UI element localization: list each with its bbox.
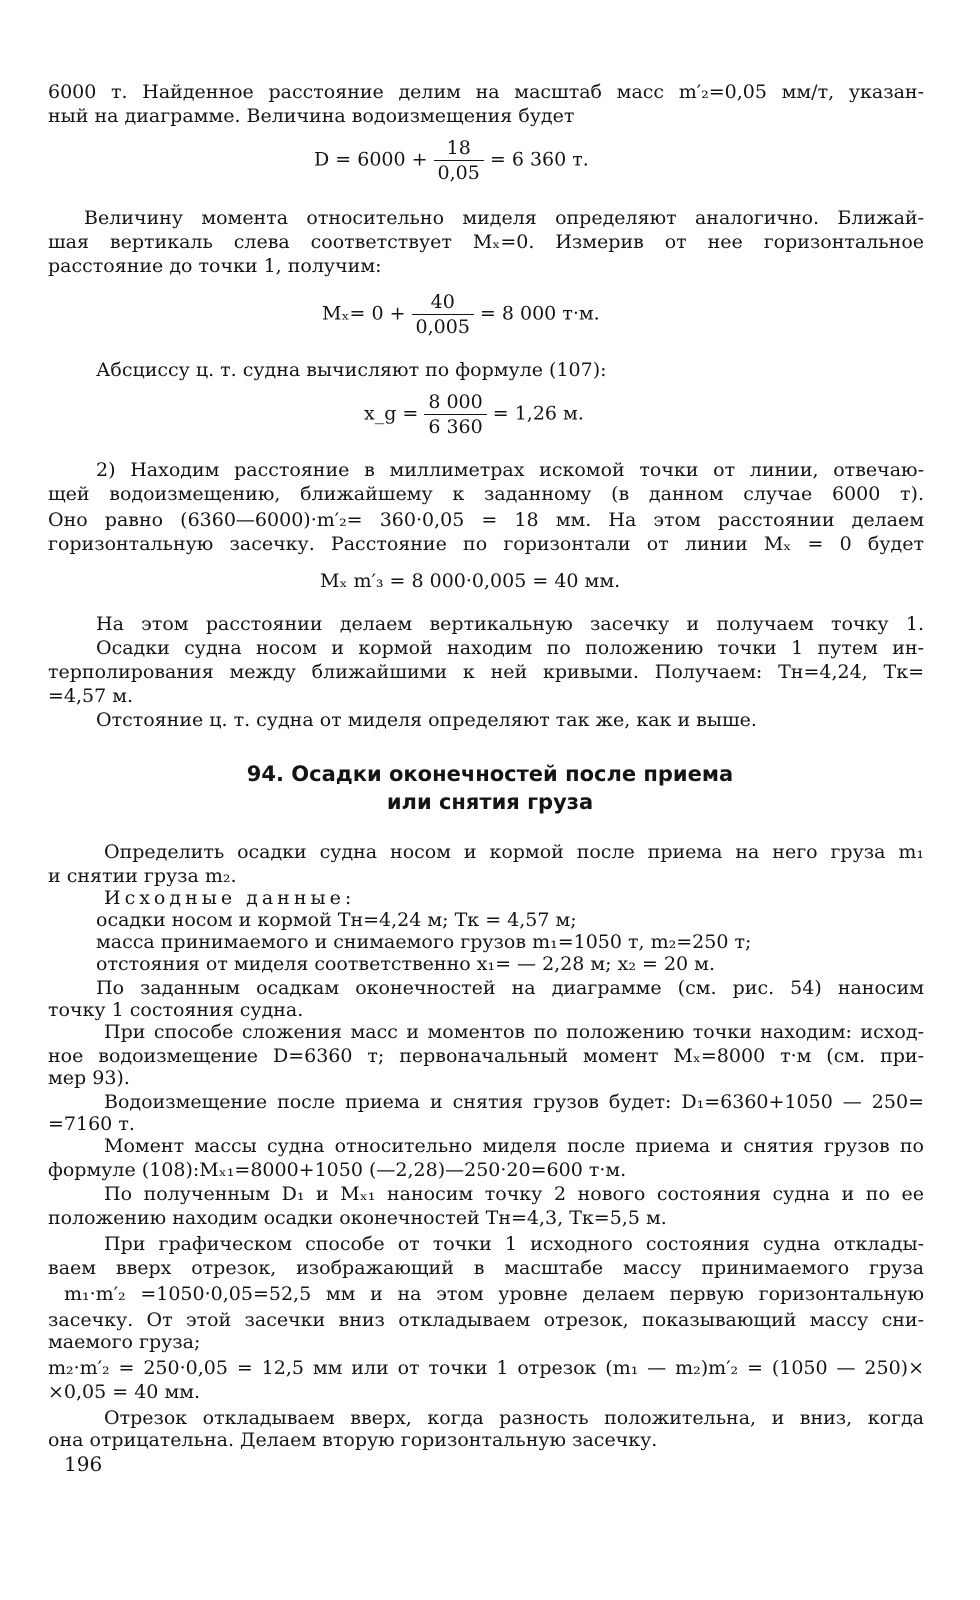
text-line: она отрицательна. Делаем вторую горизонтальную засечку. xyxy=(48,1429,658,1451)
text-line: ное водоизмещение D=6360 т; первоначальный момент Mₓ=8000 т·м (см. при- xyxy=(48,1045,924,1067)
text-line: m₂·m′₂ = 250·0,05 = 12,5 мм или от точки 1 отрезок (m₁ — m₂)m′₂ = (1050 — 250)× xyxy=(48,1357,924,1379)
text-line: =4,57 м. xyxy=(48,685,134,707)
text-line: Момент массы судна относительно миделя после приема и снятия грузов по xyxy=(104,1135,924,1157)
equation-moment xyxy=(322,290,600,339)
text-line: Осадки судна носом и кормой находим по положению точки 1 путем ин- xyxy=(96,637,924,659)
text-line: формуле (108):Mₓ₁=8000+1050 (—2,28)—250·20=600 т·м. xyxy=(48,1159,627,1181)
text-line: шая вертикаль слева соответствует Mₓ=0. Измерив от нее горизонтальное xyxy=(48,231,924,253)
text-line: На этом расстоянии делаем вертикальную засечку и получаем точку 1. xyxy=(96,613,924,635)
text-line: горизонтальную засечку. Расстояние по горизонтали от линии Mₓ = 0 будет xyxy=(48,533,924,555)
fraction xyxy=(424,390,486,439)
section-heading: 94. Осадки оконечностей после приема xyxy=(246,762,734,786)
text-line: засечку. От этой засечки вниз откладываем отрезок, показывающий массу сни- xyxy=(48,1309,924,1331)
eq-lhs: x_g = xyxy=(364,402,419,425)
text-line: маемого груза; xyxy=(48,1331,201,1353)
eq-rhs: = 8 000 т·м. xyxy=(479,302,600,325)
text-line: Отстояние ц. т. судна от миделя определяют так же, как и выше. xyxy=(96,709,757,731)
eq-rhs: = 6 360 т. xyxy=(489,148,589,171)
text-line: 6000 т. Найденное расстояние делим на масштаб масс m′₂=0,05 мм/т, указан- xyxy=(48,81,924,103)
text-line: осадки носом и кормой Tн=4,24 м; Tк = 4,57 м; xyxy=(96,909,577,931)
text-line: точку 1 состояния судна. xyxy=(48,999,304,1021)
fraction xyxy=(412,290,474,339)
fraction-numerator: 8 000 xyxy=(424,390,486,415)
text-line: терполирования между ближайшими к ней кривыми. Получаем: Tн=4,24, Tк= xyxy=(48,661,924,683)
text-line: m₁·m′₂ =1050·0,05=52,5 мм и на этом уровне делаем первую горизонтальную xyxy=(64,1283,924,1305)
equation-abscissa xyxy=(364,390,584,439)
text-line: и снятии груза m₂. xyxy=(48,865,237,887)
fraction-denominator: 0,005 xyxy=(415,316,470,338)
text-line: положению находим осадки оконечностей Tн=4,3, Tк=5,5 м. xyxy=(48,1207,667,1229)
fraction-denominator: 0,05 xyxy=(437,162,480,184)
text-line: мер 93). xyxy=(48,1067,130,1089)
text-line: 2) Находим расстояние в миллиметрах искомой точки от линии, отвечаю- xyxy=(96,459,924,481)
text-line: Водоизмещение после приема и снятия грузов будет: D₁=6360+1050 — 250= xyxy=(104,1091,924,1113)
text-line: Отрезок откладываем вверх, когда разность положительна, и вниз, когда xyxy=(104,1407,924,1429)
text-line: ваем вверх отрезок, изображающий в масштабе массу принимаемого груза xyxy=(48,1257,924,1279)
text-line: По заданным осадкам оконечностей на диаграмме (см. рис. 54) наносим xyxy=(96,977,924,999)
fraction xyxy=(434,136,484,185)
page-number: 196 xyxy=(64,1452,103,1476)
text-line: щей водоизмещению, ближайшему к заданному (в данном случае 6000 т). xyxy=(48,483,924,505)
equation-distance: Mₓ m′₃ = 8 000·0,005 = 40 мм. xyxy=(320,570,621,592)
eq-rhs: = 1,26 м. xyxy=(492,402,584,425)
text-line: расстояние до точки 1, получим: xyxy=(48,255,382,277)
text-line: =7160 т. xyxy=(48,1113,135,1135)
eq-lhs: D = 6000 + xyxy=(314,148,428,171)
fraction-numerator: 40 xyxy=(412,290,474,315)
eq-lhs: Mₓ= 0 + xyxy=(322,302,406,325)
subheading-initial-data: Исходные данные: xyxy=(104,887,356,909)
text-line: Абсциссу ц. т. судна вычисляют по формуле (107): xyxy=(96,359,607,381)
text-line: отстояния от миделя соответственно x₁= — 2,28 м; x₂ = 20 м. xyxy=(96,953,715,975)
text-line: По полученным D₁ и Mₓ₁ наносим точку 2 нового состояния судна и по ее xyxy=(104,1183,924,1205)
text-line: ×0,05 = 40 мм. xyxy=(48,1381,201,1403)
text-line: При графическом способе от точки 1 исходного состояния судна отклады- xyxy=(104,1233,924,1255)
fraction-denominator: 6 360 xyxy=(428,416,483,438)
section-heading: или снятия груза xyxy=(386,790,594,814)
text-line: ный на диаграмме. Величина водоизмещения будет xyxy=(48,105,575,127)
text-line: Оно равно (6360—6000)·m′₂= 360·0,05 = 18 мм. На этом расстоянии делаем xyxy=(48,509,924,531)
text-line: Определить осадки судна носом и кормой после приема на него груза m₁ xyxy=(104,841,924,863)
text-line: Величину момента относительно миделя определяют аналогично. Ближай- xyxy=(84,207,924,229)
fraction-numerator: 18 xyxy=(434,136,484,161)
text-line: При способе сложения масс и моментов по положению точки находим: исход- xyxy=(104,1021,924,1043)
equation-displacement xyxy=(314,136,589,185)
text-line: масса принимаемого и снимаемого грузов m₁=1050 т, m₂=250 т; xyxy=(96,931,752,953)
